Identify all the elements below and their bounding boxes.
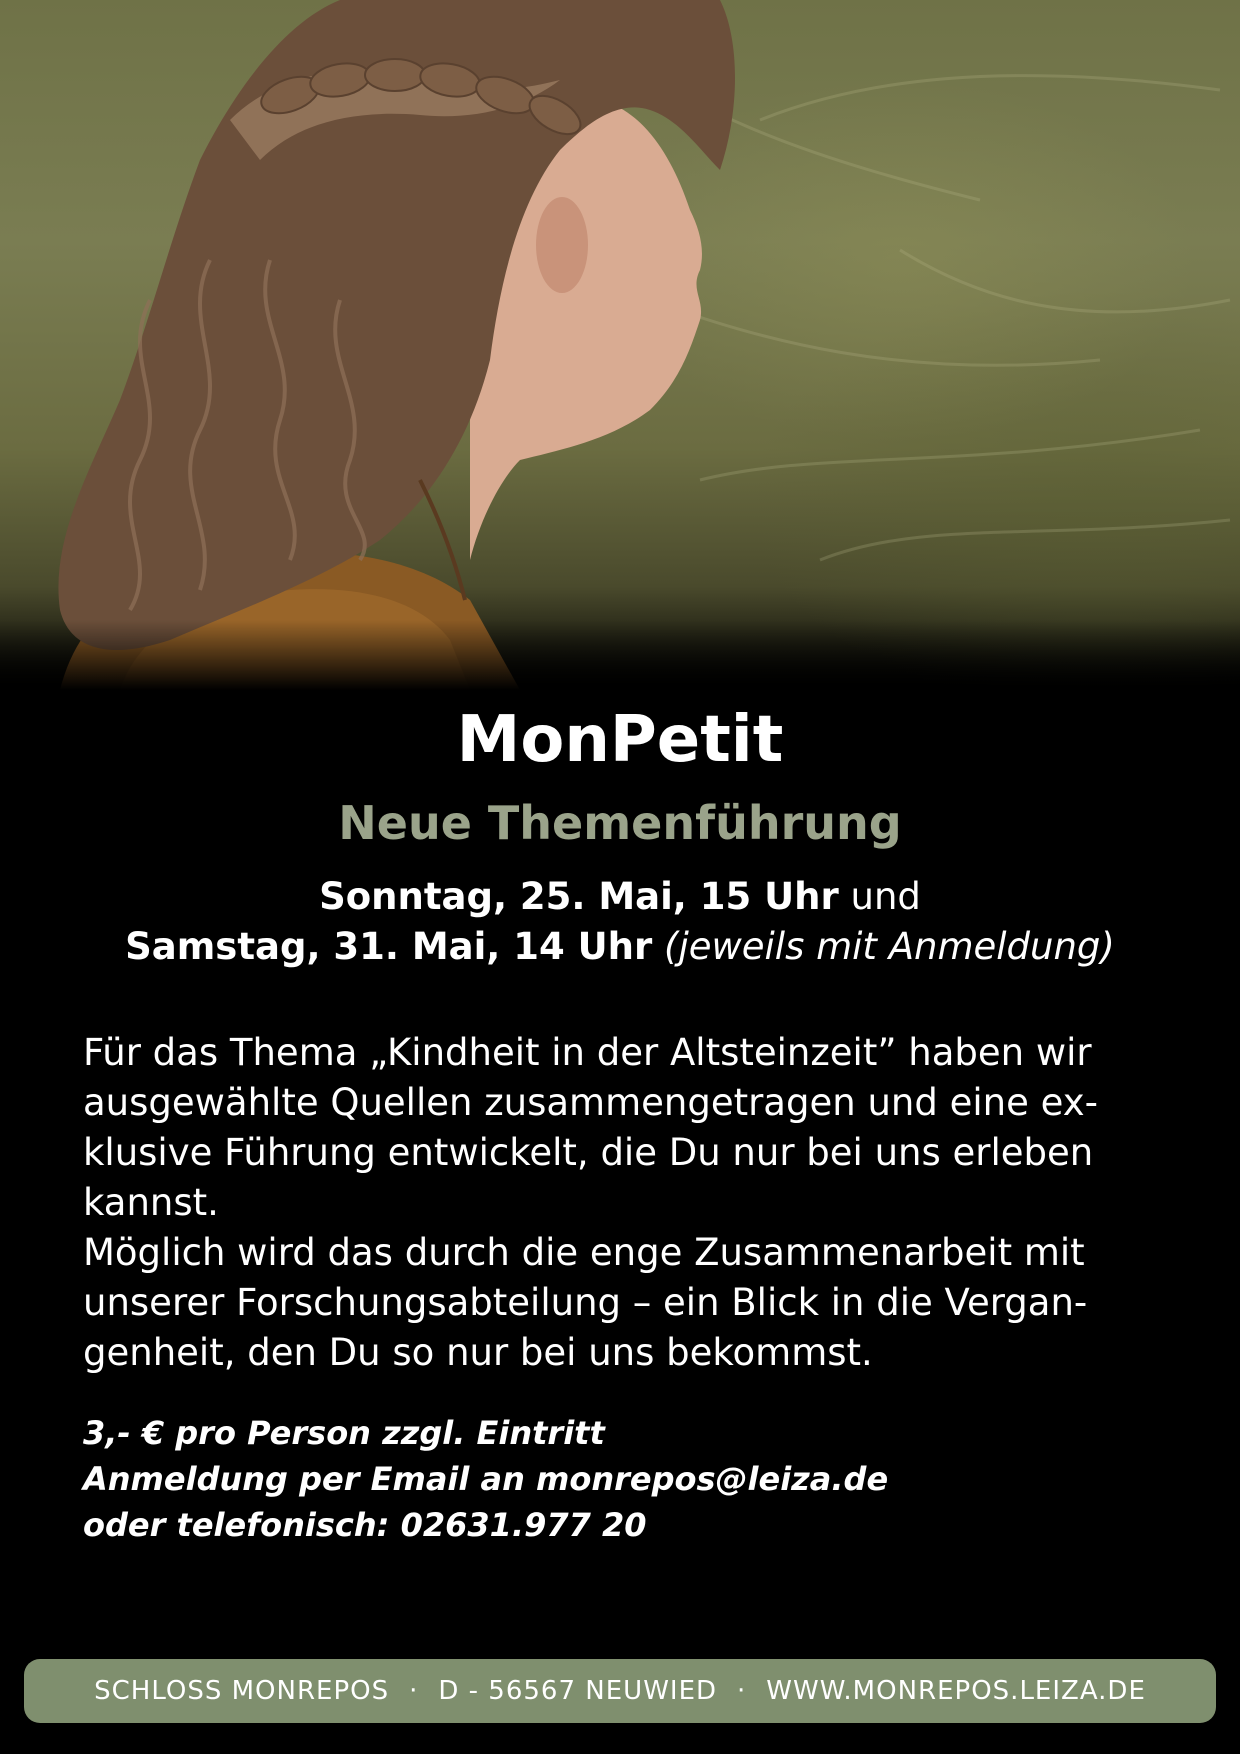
hero-fade — [0, 620, 1240, 690]
footer-website[interactable]: WWW.MONREPOS.LEIZA.DE — [766, 1676, 1146, 1706]
ear-shape — [536, 197, 588, 293]
description-line: unserer Forschungsabteilung – ein Blick in die Vergan- — [83, 1281, 1088, 1324]
footer-separator: · — [737, 1676, 747, 1706]
price-text: 3,- € pro Person zzgl. Eintritt — [83, 1414, 605, 1452]
registration-note: (jeweils mit Anmeldung) — [652, 925, 1115, 968]
hero-illustration — [0, 0, 1240, 690]
registration-info — [83, 1410, 1163, 1548]
email-registration-text: Anmeldung per Email an monrepos@leiza.de — [83, 1460, 889, 1498]
date-connector: und — [838, 875, 921, 918]
date-line-1 — [0, 872, 1240, 922]
event-dates — [0, 872, 1240, 972]
description-line: klusive Führung entwickelt, die Du nur bei uns erleben — [83, 1131, 1094, 1174]
description — [83, 1028, 1163, 1378]
description-line: Möglich wird das durch die enge Zusammenarbeit mit — [83, 1231, 1085, 1274]
hero-photo — [0, 0, 1240, 690]
page-subtitle: Neue Themenführung — [338, 796, 902, 850]
footer-separator: · — [409, 1676, 419, 1706]
description-line: Für das Thema „Kindheit in der Altsteinzeit” haben wir — [83, 1031, 1092, 1074]
footer-bar — [24, 1659, 1216, 1723]
description-line: kannst. — [83, 1181, 219, 1224]
footer-location: SCHLOSS MONREPOS — [94, 1676, 390, 1706]
footer-address: D - 56567 NEUWIED — [438, 1676, 718, 1706]
description-paragraph-2 — [83, 1228, 1163, 1378]
description-line: ausgewählte Quellen zusammengetragen und eine ex- — [83, 1081, 1098, 1124]
date-2: Samstag, 31. Mai, 14 Uhr — [125, 925, 653, 968]
date-1: Sonntag, 25. Mai, 15 Uhr — [319, 875, 839, 918]
page-title: MonPetit — [456, 703, 784, 777]
date-line-2 — [0, 922, 1240, 972]
description-paragraph-1 — [83, 1028, 1163, 1228]
description-line: genheit, den Du so nur bei uns bekommst. — [83, 1331, 873, 1374]
phone-registration-text: oder telefonisch: 02631.977 20 — [83, 1506, 647, 1544]
